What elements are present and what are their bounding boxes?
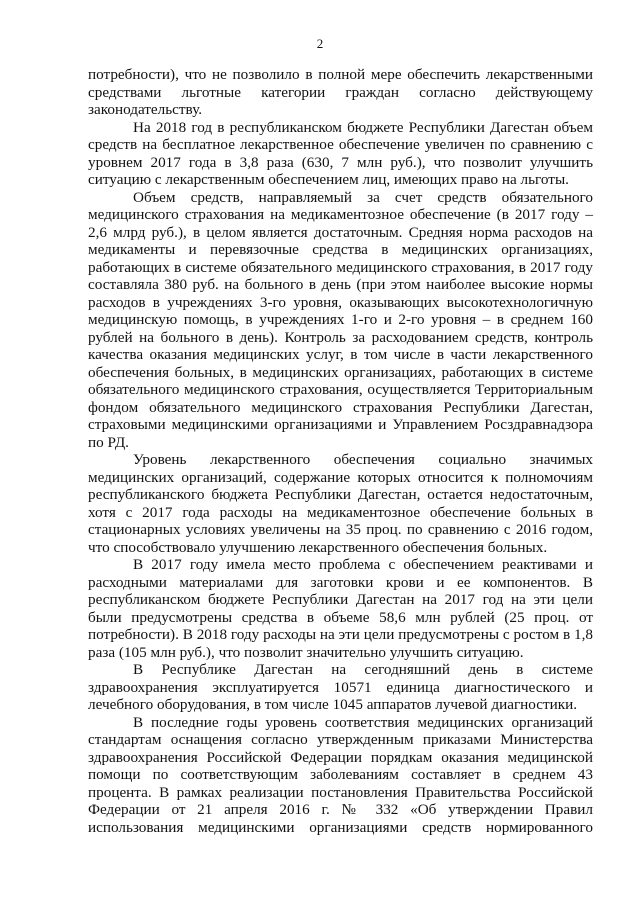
paragraph: На 2018 год в республиканском бюджете Республики Дагестан объем средств на бесплатное лекарственное обеспечение увеличен по сравнению с уровнем 2017 года в 3,8 раза (630, 7 млн руб.), что позволит улучшить ситуацию с лекарственным обеспечением лиц, имеющих право на льготы. bbox=[88, 118, 593, 188]
paragraph: В 2017 году имела место проблема с обеспечением реактивами и расходными материалами для заготовки крови и ее компонентов. В республиканском бюджете Республики Дагестан на 2017 год на эти цели были предусмотрены средства в объеме 58,6 млн рублей (25 проц. от потребности). В 2018 году расходы на эти цели предусмотрены с ростом в 1,8 раза (105 млн руб.), что позволит значительно улучшить ситуацию. bbox=[88, 556, 593, 661]
document-body bbox=[88, 66, 593, 836]
paragraph: Объем средств, направляемый за счет средств обязательного медицинского страхования на медикаментозное обеспечение (в 2017 году – 2,6 млрд руб.), в целом является достаточным. Средняя норма расходов на медикаменты и перевязочные средства в медицинских организациях, работающих в системе обязательного медицинского страхования, в 2017 году составляла 380 руб. на больного в день (при этом наиболее высокие нормы расходов в учреждениях 3-го уровня, оказывающих высокотехнологичную медицинскую помощь, в учреждениях 1-го и 2-го уровня – в среднем 160 рублей на больного в день). Контроль за расходованием средств, контроль качества оказания медицинских услуг, в том числе в части лекарственного обеспечения больных, в медицинских организациях, работающих в системе обязательного медицинского страхования, осуществляется Территориальным фондом обязательного медицинского страхования Республики Дагестан, страховыми медицинскими организациями и Управлением Росздравнадзора по РД. bbox=[88, 188, 593, 451]
paragraph: Уровень лекарственного обеспечения социально значимых медицинских организаций, содержание которых относится к полномочиям республиканского бюджета Республики Дагестан, остается недостаточным, хотя с 2017 года расходы на медикаментозное обеспечение больных в стационарных условиях увеличены на 35 проц. по сравнению с 2016 годом, что способствовало улучшению лекарственного обеспечения больных. bbox=[88, 451, 593, 556]
paragraph: В последние годы уровень соответствия медицинских организаций стандартам оснащения согласно утвержденным приказами Министерства здравоохранения Российской Федерации порядкам оказания медицинской помощи по соответствующим заболеваниям составляет в среднем 43 процента. В рамках реализации постановления Правительства Российской Федерации от 21 апреля 2016 г. № 332 «Об утверждении Правил использования медицинскими организациями средств нормированного bbox=[88, 713, 593, 836]
paragraph: потребности), что не позволило в полной мере обеспечить лекарственными средствами льготные категории граждан согласно действующему законодательству. bbox=[88, 66, 593, 118]
paragraph: В Республике Дагестан на сегодняшний день в системе здравоохранения эксплуатируется 10571 единица диагностического и лечебного оборудования, в том числе 1045 аппаратов лучевой диагностики. bbox=[88, 661, 593, 713]
page-number: 2 bbox=[316, 36, 324, 51]
